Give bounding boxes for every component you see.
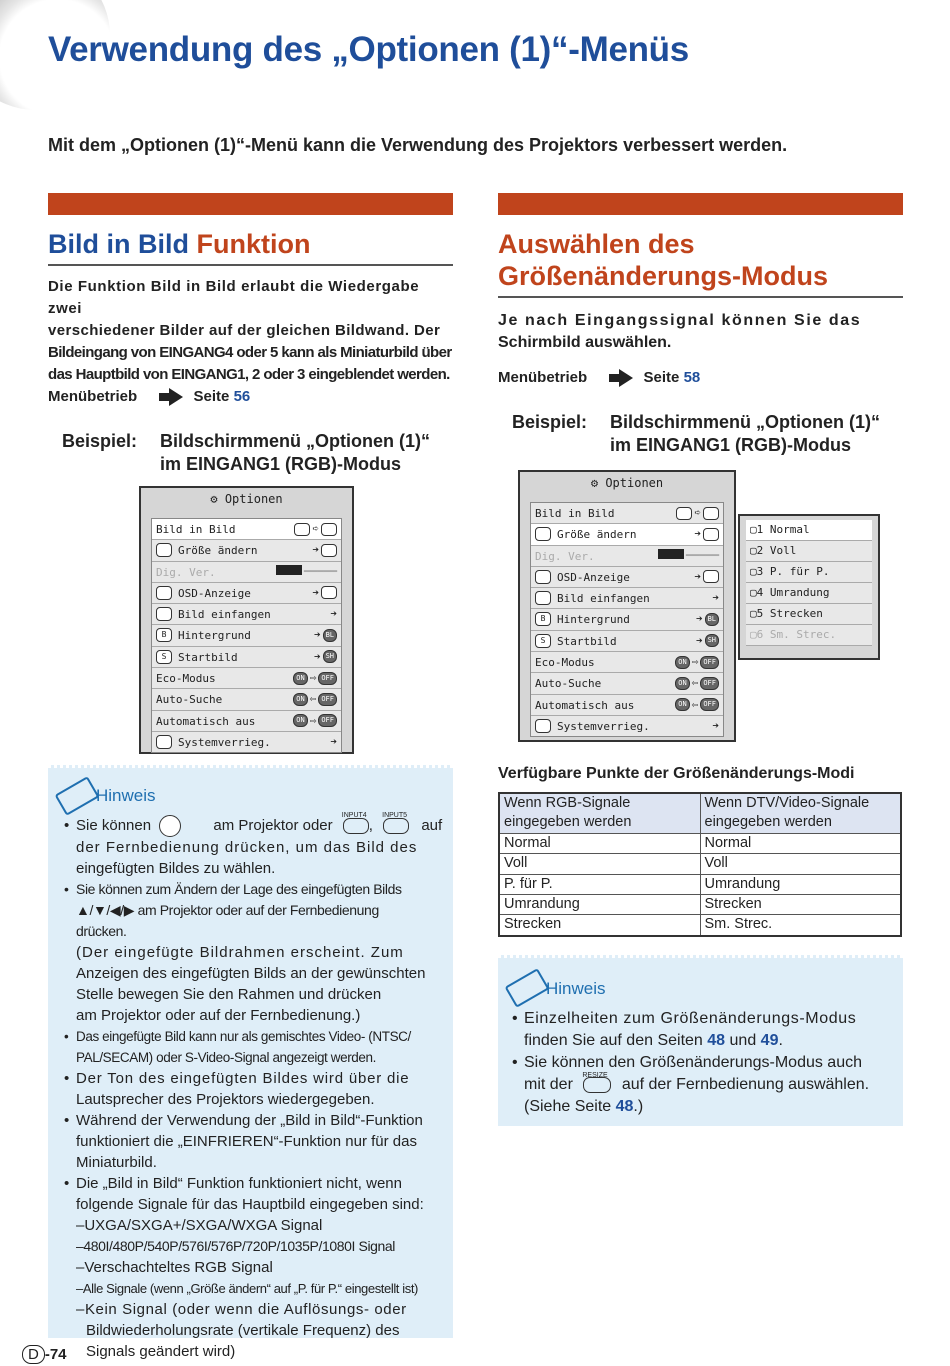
submenu-item[interactable]: ▢2 Voll <box>746 541 872 562</box>
table-header-cell: Wenn RGB-Signale eingegeben werden <box>499 793 700 833</box>
table-row: P. für P. Umrandung <box>499 874 901 894</box>
table-header-cell: Wenn DTV/Video-Signale eingegeben werden <box>700 793 901 833</box>
note-bullet: • Sie können den Größenänderungs-Modus auch mit der RESIZE auf der Fernbedienung auswählen. (Siehe Seite 48.) <box>512 1052 898 1118</box>
note-continuation: (Der eingefügte Bildrahmen erscheint. Zum Anzeigen des eingefügten Bilds an der gewünschten Stelle bewegen Sie den Rahmen und drücken am Projektor oder auf der Fernbedienung.) <box>76 944 426 1025</box>
resize-button-icon: RESIZE <box>583 1077 611 1093</box>
osd-item[interactable]: S Startbild ➔ SH <box>531 631 723 652</box>
page-number: D -74 <box>22 1345 67 1364</box>
note-bullets-right <box>512 1008 898 1118</box>
page-link-48[interactable]: 48 <box>615 1098 634 1115</box>
osd-item[interactable]: Auto-Suche ON ⇦ OFF <box>152 689 341 710</box>
arrow-right-icon <box>619 369 633 387</box>
section-bar-right <box>498 193 903 215</box>
page-link-48[interactable]: 48 <box>707 1032 726 1049</box>
osd-item[interactable]: Bild einfangen ➔ <box>531 588 723 609</box>
osd-item[interactable]: Eco-Modus ON ⇨ OFF <box>531 652 723 673</box>
note-bullets-left <box>64 812 446 1362</box>
note-bullet: • Während der Verwendung der „Bild in Bild“-Funktion funktioniert die „EINFRIEREN“-Funktion nur für das Miniaturbild. <box>64 1110 446 1173</box>
note-bullet: • Das eingefügte Bild kann nur als gemischtes Video- (NTSC/ PAL/SECAM) oder S-Video-Signal angezeigt werden. <box>64 1026 446 1068</box>
osd-item[interactable]: OSD-Anzeige ➔ <box>152 583 341 604</box>
osd-item[interactable]: Eco-Modus ON ⇨ OFF <box>152 668 341 689</box>
input-button-icon <box>159 815 181 837</box>
resize-modes-table <box>498 792 902 937</box>
note-title-right: Hinweis <box>546 979 606 998</box>
note-bullet: • Sie können am Projektor oder INPUT4 , INPUT5 auf der Fernbedienung drücken, um das Bild des eingefügten Bildes zu wählen. <box>64 815 446 879</box>
input4-button-icon: INPUT4 <box>343 818 369 834</box>
osd-item[interactable]: Bild einfangen ➔ <box>152 604 341 625</box>
table-row: Voll Voll <box>499 854 901 874</box>
example-right: Beispiel: Bildschirmmenü „Optionen (1)“ im EINGANG1 (RGB)-Modus <box>512 412 881 455</box>
osd-item[interactable]: S Startbild ➔ SH <box>152 647 341 668</box>
right-paragraph: Je nach Eingangssignal können Sie das Schirmbild auswählen. <box>498 312 862 351</box>
submenu-item[interactable]: ▢5 Strecken <box>746 604 872 625</box>
osd-item[interactable]: Systemverrieg. ➔ <box>152 732 341 752</box>
table-row: Umrandung Strecken <box>499 895 901 915</box>
osd-item[interactable]: Automatisch aus ON ⇨ OFF <box>152 711 341 732</box>
note-title-left: Hinweis <box>96 786 156 805</box>
menu-operation-left: Menübetrieb Seite 56 <box>48 388 251 405</box>
osd-item[interactable]: Automatisch aus ON ⇦ OFF <box>531 695 723 716</box>
note-bullet: • Sie können zum Ändern der Lage des eingefügten Bilds ▲/▼/◀/▶ am Projektor oder auf der Fernbedienung drücken. <box>64 879 446 942</box>
osd-item[interactable]: Bild in Bild ➪ <box>531 503 723 524</box>
osd-list <box>151 518 342 753</box>
table-row: Normal Normal <box>499 833 901 853</box>
heading-groessenaenderung: Auswählen des Größenänderungs-Modus <box>498 229 828 291</box>
osd-item[interactable]: B Hintergrund ➔ BL <box>531 609 723 630</box>
osd-item[interactable]: B Hintergrund ➔ BL <box>152 625 341 646</box>
osd-item[interactable]: Größe ändern ➔ <box>531 524 723 545</box>
osd-title: ⚙ Optionen <box>210 492 283 506</box>
note-bullet: • Einzelheiten zum Größenänderungs-Modus finden Sie auf den Seiten 48 und 49. <box>512 1008 898 1052</box>
osd-list <box>530 502 724 737</box>
table-row: Strecken Sm. Strec. <box>499 915 901 936</box>
osd-menu-right <box>518 470 736 742</box>
osd-item: Dig. Ver. ━━━━━ <box>152 562 341 583</box>
page-title: Verwendung des „Optionen (1)“-Menüs <box>48 30 689 69</box>
example-left: Beispiel: Bildschirmmenü „Optionen (1)“ im EINGANG1 (RGB)-Modus <box>62 431 431 474</box>
page-link-58[interactable]: 58 <box>683 369 701 386</box>
submenu-item[interactable]: ▢3 P. für P. <box>746 562 872 583</box>
osd-item[interactable]: Auto-Suche ON ⇦ OFF <box>531 673 723 694</box>
page-link-49[interactable]: 49 <box>760 1032 779 1049</box>
osd-menu-left <box>139 486 354 754</box>
input5-button-icon: INPUT5 <box>383 818 409 834</box>
intro-text: Mit dem „Optionen (1)“-Menü kann die Verwendung des Projektors verbessert werden. <box>48 135 788 155</box>
submenu-item[interactable]: ▢4 Umrandung <box>746 583 872 604</box>
osd-item: Dig. Ver. ━━━━━ <box>531 546 723 567</box>
heading-rule-right <box>498 296 903 298</box>
section-bar-left <box>48 193 453 215</box>
heading-rule-left <box>48 264 453 266</box>
table-title: Verfügbare Punkte der Größenänderungs-Modi <box>498 765 855 782</box>
note-dash-list: –UXGA/SXGA+/SXGA/WXGA Signal –480I/480P/540P/576I/576P/720P/1035P/1080I Signal –Verschachteltes RGB Signal –Alle Signale (wenn „Größe ändern“ auf „P. für P.“ eingestellt ist) –Kein Signal (oder wenn die Auflösungs- oder Bildwiederholungsrate (vertikale Frequenz) des Signals geändert wird) <box>76 1217 418 1361</box>
menu-operation-right: Menübetrieb Seite 58 <box>498 369 701 386</box>
osd-item[interactable]: Größe ändern ➔ <box>152 540 341 561</box>
heading-bild-in-bild: Bild in Bild Funktion <box>48 229 311 259</box>
osd-item[interactable]: OSD-Anzeige ➔ <box>531 567 723 588</box>
resize-submenu <box>738 514 880 660</box>
note-bullet: • Die „Bild in Bild“ Funktion funktioniert nicht, wenn folgende Signale für das Hauptbild eingegeben sind: <box>64 1173 446 1215</box>
page-link-56[interactable]: 56 <box>233 388 251 405</box>
arrow-right-icon <box>169 388 183 406</box>
osd-title: ⚙ Optionen <box>590 476 664 490</box>
osd-item[interactable]: Systemverrieg. ➔ <box>531 716 723 736</box>
osd-item[interactable]: Bild in Bild ➪ <box>152 519 341 540</box>
submenu-item: ▢6 Sm. Strec. <box>746 625 872 646</box>
submenu-item[interactable]: ▢1 Normal <box>746 520 872 541</box>
note-bullet: • Der Ton des eingefügten Bildes wird über die Lautsprecher des Projektors wiedergegeben. <box>64 1068 446 1110</box>
left-paragraph: Die Funktion Bild in Bild erlaubt die Wiedergabe zwei verschiedener Bilder auf der gleichen Bildwand. Der Bildeingang von EINGANG4 oder 5 kann als Miniaturbild über das Hauptbild von EINGANG1, 2 oder 3 eingeblendet werden. <box>48 278 452 383</box>
